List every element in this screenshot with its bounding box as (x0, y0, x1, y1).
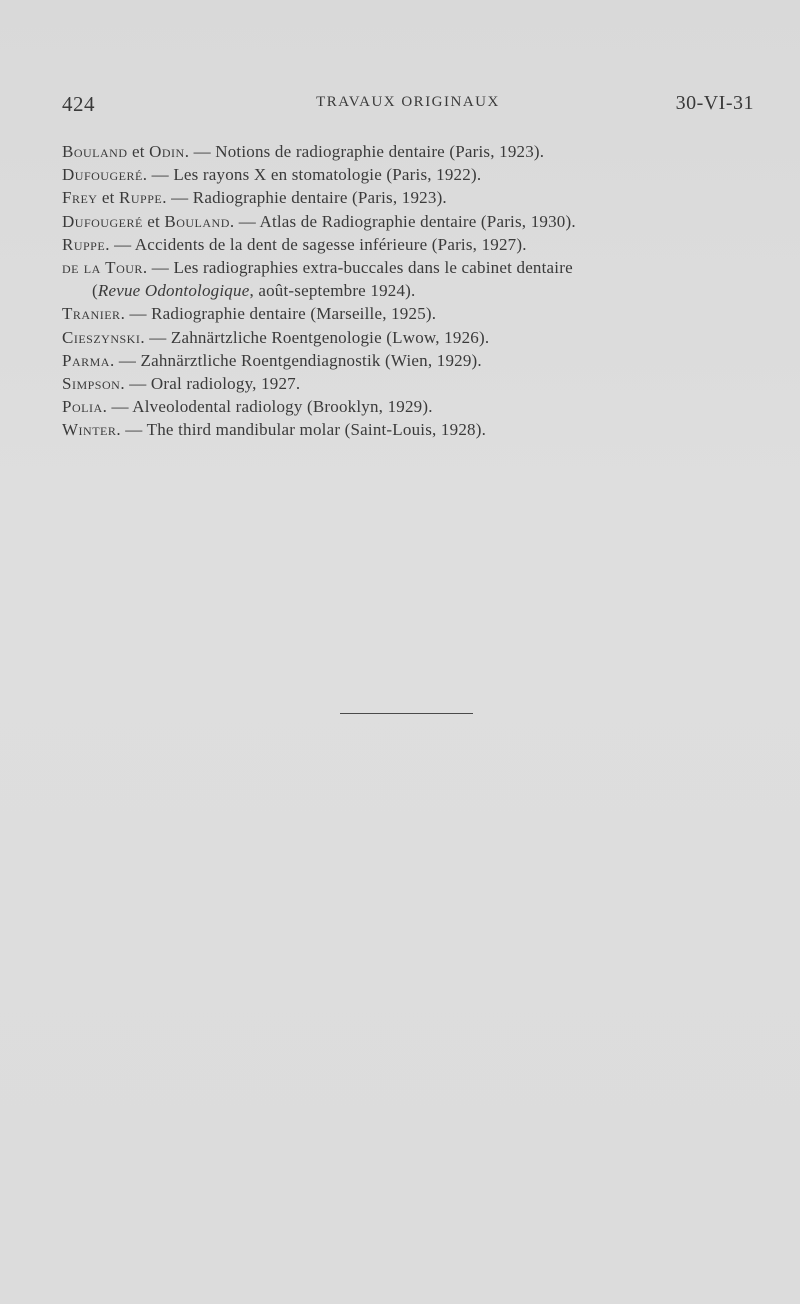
reference-author: Frey (62, 188, 98, 208)
reference-author: Ruppe (62, 234, 106, 254)
reference-text: . — Radiographie dentaire (Marseille, 1925). (120, 304, 437, 324)
issue-date: 30-VI-31 (675, 92, 754, 114)
reference-entry (62, 210, 762, 233)
reference-joiner: et (127, 142, 150, 161)
reference-text: . — Atlas de Radiographie dentaire (Paris, 1930). (229, 211, 576, 231)
reference-author: Bouland (62, 142, 128, 161)
reference-author: Tranier (62, 304, 121, 324)
reference-entry (62, 256, 762, 302)
reference-entry (62, 395, 762, 418)
bibliography-list (62, 140, 762, 442)
reference-text: . — Zahnärztliche Roentgendiagnostik (Wien, 1929). (109, 350, 482, 370)
reference-coauthor: Odin (149, 142, 185, 161)
reference-continuation (62, 279, 762, 302)
reference-text: . — The third mandibular molar (Saint-Louis, 1928). (116, 420, 487, 440)
journal-title: Revue Odontologique (97, 281, 250, 301)
reference-text: . — Zahnärtzliche Roentgenologie (Lwow, 1926). (140, 327, 490, 347)
reference-entry (62, 233, 762, 256)
reference-entry (62, 418, 762, 441)
reference-coauthor: Ruppe (119, 188, 163, 208)
reference-author: Parma (62, 350, 110, 370)
reference-continuation-text: , août-septembre 1924). (249, 281, 416, 301)
reference-entry (62, 372, 762, 395)
reference-entry (62, 302, 762, 325)
reference-paren-open: ( (92, 281, 98, 301)
page-number: 424 (62, 92, 95, 116)
reference-author: de la Tour (62, 258, 143, 278)
reference-text: . — Notions de radiographie dentaire (Paris, 1923). (184, 142, 545, 161)
reference-text: . — Alveolodental radiology (Brooklyn, 1929). (102, 397, 433, 417)
reference-entry (62, 349, 762, 372)
reference-text: . — Les radiographies extra-buccales dans le cabinet dentaire (142, 258, 573, 278)
reference-author: Simpson (62, 374, 121, 394)
section-end-rule (340, 713, 473, 714)
page-header (62, 92, 754, 122)
reference-entry (62, 163, 762, 186)
reference-entry (62, 186, 762, 209)
reference-text: . — Radiographie dentaire (Paris, 1923). (162, 188, 447, 208)
reference-joiner: et (142, 211, 165, 231)
reference-entry (62, 140, 762, 163)
reference-text: . — Accidents de la dent de sagesse inférieure (Paris, 1927). (105, 234, 527, 254)
reference-text: . — Les rayons X en stomatologie (Paris, 1922). (142, 165, 482, 185)
reference-author: Cieszynski (62, 327, 141, 347)
reference-coauthor: Bouland (164, 211, 230, 231)
reference-text: . — Oral radiology, 1927. (120, 374, 301, 394)
reference-joiner: et (97, 188, 120, 208)
reference-author: Dufougeré (62, 165, 143, 185)
reference-entry (62, 326, 762, 349)
reference-author: Polia (62, 397, 103, 417)
reference-author: Winter (62, 420, 117, 440)
reference-author: Dufougeré (62, 211, 143, 231)
running-title: TRAVAUX ORIGINAUX (316, 94, 500, 110)
